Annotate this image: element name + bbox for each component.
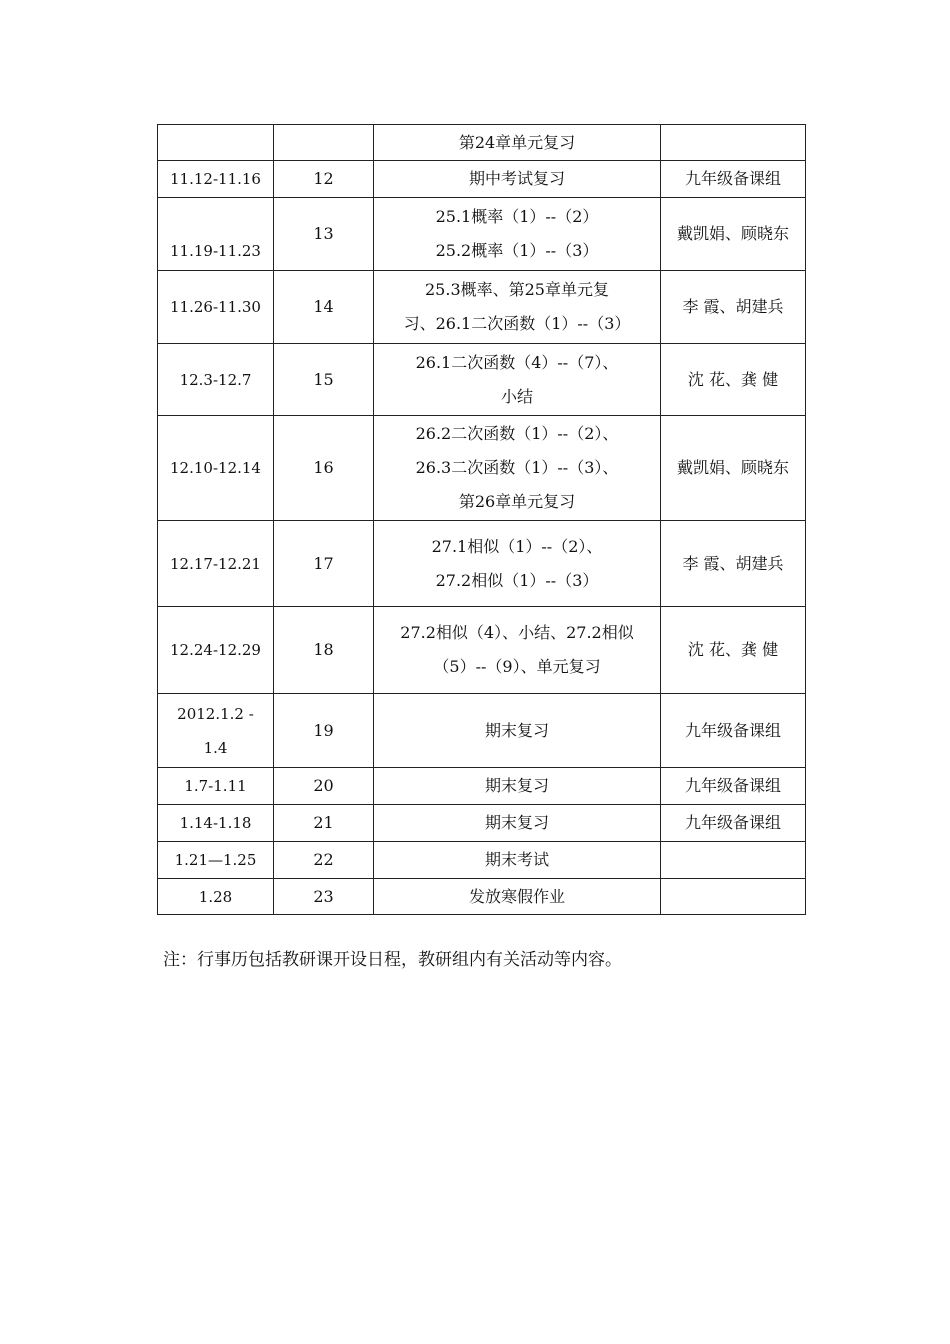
- teacher-cell: [661, 161, 806, 198]
- date-cell-line: 1.21—1.25: [174, 851, 257, 869]
- week-number-cell: [274, 125, 374, 161]
- date-cell-line: 11.26-11.30: [170, 298, 261, 316]
- date-cell: [158, 607, 274, 694]
- date-cell: [158, 842, 274, 879]
- week-number-cell: 23: [274, 879, 374, 915]
- table-row: [158, 805, 806, 842]
- teacher-cell-line: [665, 126, 801, 160]
- content-cell-line: 期末复习: [484, 776, 549, 795]
- date-cell-line: 1.28: [198, 887, 233, 906]
- teacher-cell: [661, 805, 806, 842]
- teacher-cell-line: 沈 花、龚 健: [687, 640, 779, 659]
- content-cell: [374, 198, 661, 271]
- week-number-cell: 18: [274, 607, 374, 694]
- week-number-cell: 21: [274, 805, 374, 842]
- date-cell: [158, 768, 274, 805]
- date-cell-line: 12.17-12.21: [170, 554, 261, 573]
- table-row: [158, 879, 806, 915]
- table-row: [158, 607, 806, 694]
- content-cell-line: 27.2相似（4）、小结、27.2相似: [400, 623, 634, 642]
- teacher-cell: [661, 694, 806, 768]
- content-cell: [374, 161, 661, 198]
- teacher-cell-line: 李 霞、胡建兵: [682, 297, 784, 316]
- week-number-cell: 19: [274, 694, 374, 768]
- content-cell-line: 期末复习: [484, 813, 549, 832]
- teacher-cell: [661, 879, 806, 915]
- content-cell: [374, 805, 661, 842]
- content-cell-line: 习、26.1二次函数（1）--（3）: [403, 314, 631, 333]
- teacher-cell: [661, 198, 806, 271]
- table-row: [158, 198, 806, 271]
- date-cell-line: 11.12-11.16: [170, 170, 261, 188]
- teacher-cell-line: 九年级备课组: [684, 720, 781, 740]
- content-cell: [374, 416, 661, 521]
- teacher-cell: [661, 768, 806, 805]
- date-cell-line: [162, 200, 269, 234]
- table-row: [158, 694, 806, 768]
- table-row: [158, 161, 806, 198]
- content-cell-line: 27.1相似（1）--（2）、: [431, 536, 603, 556]
- schedule-table: [157, 124, 806, 915]
- date-cell-line: 11.19-11.23: [170, 242, 261, 260]
- teacher-cell-line: 戴凯娟、顾晓东: [676, 224, 789, 243]
- teacher-cell: [661, 344, 806, 416]
- content-cell-line: 期中考试复习: [468, 169, 565, 188]
- table-row: [158, 416, 806, 521]
- date-cell: [158, 694, 274, 768]
- date-cell: [158, 344, 274, 416]
- content-cell: [374, 521, 661, 607]
- table-row: [158, 125, 806, 161]
- teacher-cell: [661, 607, 806, 694]
- table-row: [158, 768, 806, 805]
- content-cell-line: 26.2二次函数（1）--（2）、: [415, 424, 619, 443]
- date-cell-line: [162, 126, 269, 160]
- date-cell-line: 12.3-12.7: [179, 370, 252, 389]
- table-row: [158, 344, 806, 416]
- week-number-cell: 16: [274, 416, 374, 521]
- week-number-cell: 12: [274, 161, 374, 198]
- content-cell: [374, 125, 661, 161]
- content-cell-line: 第24章单元复习: [458, 132, 576, 152]
- teacher-cell-line: [665, 880, 801, 914]
- date-cell-line: 1.14-1.18: [179, 814, 252, 832]
- week-number-cell: 15: [274, 344, 374, 416]
- footnote: 注：行事历包括教研课开设日程，教研组内有关活动等内容。: [163, 950, 622, 970]
- content-cell-line: 发放寒假作业: [468, 886, 565, 906]
- teacher-cell-line: 沈 花、龚 健: [687, 369, 779, 389]
- teacher-cell-line: 戴凯娟、顾晓东: [676, 458, 789, 477]
- content-cell-line: 26.3二次函数（1）--（3）、: [415, 458, 619, 477]
- teacher-cell-line: 九年级备课组: [684, 169, 781, 188]
- teacher-cell-line: 九年级备课组: [684, 813, 781, 832]
- content-cell: [374, 607, 661, 694]
- content-cell-line: 期末考试: [484, 850, 549, 869]
- date-cell: [158, 161, 274, 198]
- date-cell-line: 12.10-12.14: [170, 459, 261, 477]
- week-number-cell: 14: [274, 271, 374, 344]
- content-cell-line: 25.2概率（1）--（3）: [435, 241, 599, 260]
- content-cell: [374, 842, 661, 879]
- teacher-cell-line: [665, 843, 801, 877]
- week-number-cell: 17: [274, 521, 374, 607]
- week-number-cell: 20: [274, 768, 374, 805]
- teacher-cell-line: 李 霞、胡建兵: [682, 553, 784, 573]
- teacher-cell: [661, 842, 806, 879]
- content-cell-line: 27.2相似（1）--（3）: [435, 570, 599, 590]
- content-cell: [374, 344, 661, 416]
- content-cell-line: 第26章单元复习: [458, 492, 576, 511]
- date-cell: [158, 805, 274, 842]
- content-cell-line: 25.3概率、第25章单元复: [425, 280, 609, 299]
- date-cell-line: 12.24-12.29: [170, 641, 261, 659]
- teacher-cell-line: 九年级备课组: [684, 776, 781, 795]
- content-cell-line: 26.1二次函数（4）--（7）、: [415, 352, 619, 372]
- date-cell: [158, 125, 274, 161]
- teacher-cell: [661, 521, 806, 607]
- content-cell: [374, 768, 661, 805]
- table-row: [158, 271, 806, 344]
- content-cell-line: （5）--（9）、单元复习: [433, 657, 601, 676]
- week-number-cell: 22: [274, 842, 374, 879]
- teacher-cell: [661, 416, 806, 521]
- content-cell: [374, 694, 661, 768]
- content-cell-line: 小结: [500, 386, 533, 406]
- date-cell-line: 1.4: [203, 738, 228, 757]
- content-cell-line: 25.1概率（1）--（2）: [435, 207, 599, 226]
- date-cell: [158, 198, 274, 271]
- table-row: [158, 521, 806, 607]
- date-cell: [158, 271, 274, 344]
- teacher-cell: [661, 271, 806, 344]
- date-cell: [158, 521, 274, 607]
- date-cell-line: 2012.1.2 -: [177, 704, 254, 723]
- date-cell-line: 1.7-1.11: [184, 777, 247, 795]
- date-cell: [158, 879, 274, 915]
- schedule-table-body: [158, 125, 806, 915]
- content-cell: [374, 271, 661, 344]
- content-cell-line: 期末复习: [484, 720, 549, 740]
- date-cell: [158, 416, 274, 521]
- table-row: [158, 842, 806, 879]
- content-cell: [374, 879, 661, 915]
- week-number-cell: 13: [274, 198, 374, 271]
- teacher-cell: [661, 125, 806, 161]
